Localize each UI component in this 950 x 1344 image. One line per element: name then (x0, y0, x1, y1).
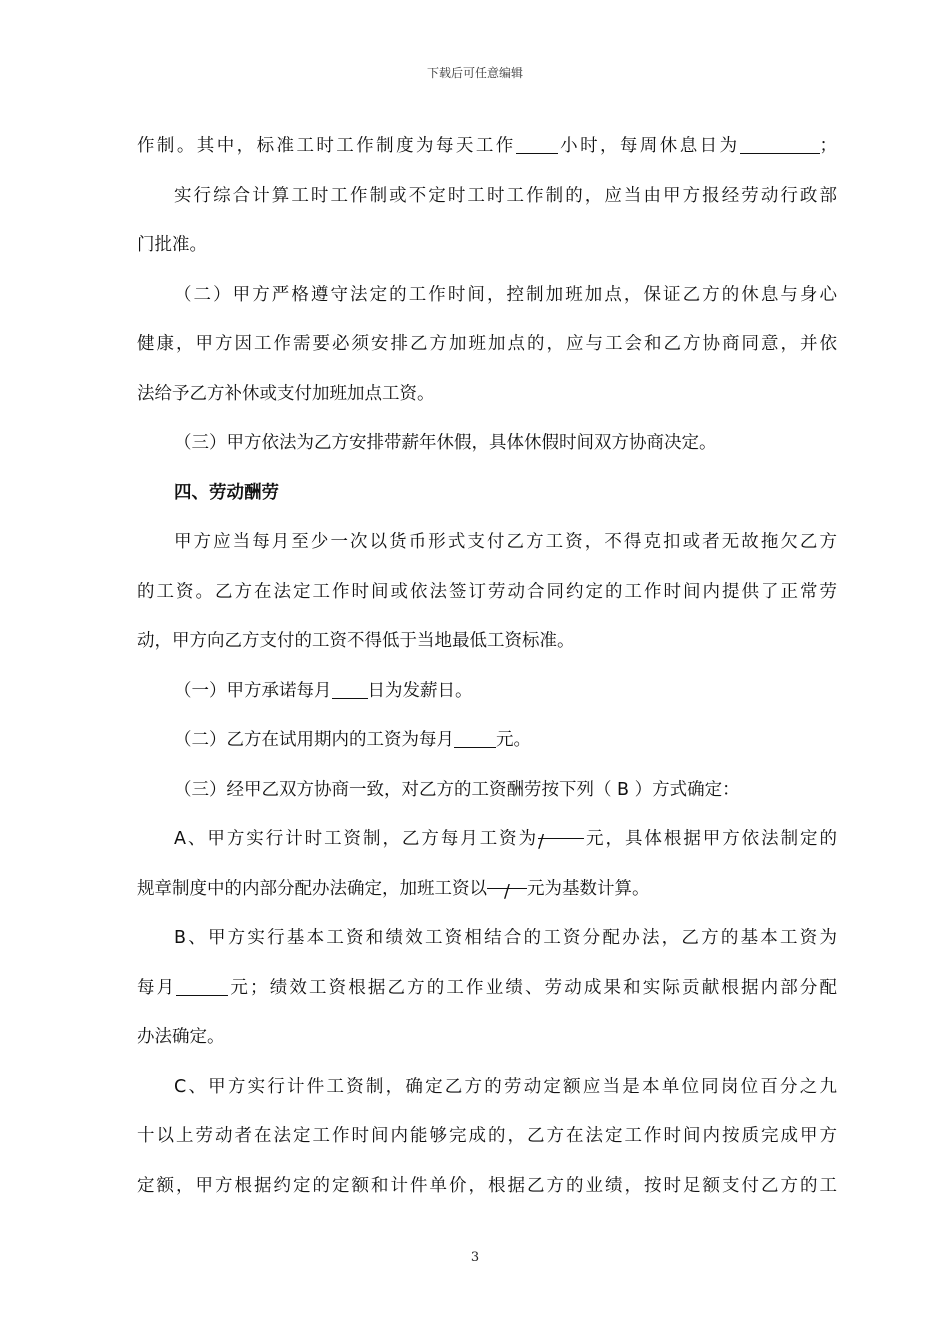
paragraph-line (137, 716, 837, 766)
paragraph-line: （二）甲方严格遵守法定的工作时间，控制加班加点，保证乙方的休息与身心 (174, 284, 837, 305)
blank-monthly-wage (538, 818, 584, 839)
page-header: 下载后可任意编辑 (426, 66, 523, 80)
line-text: 小时，每周休息日为 (557, 136, 740, 156)
blank-weekly-rest-day (740, 133, 820, 154)
document-body (137, 122, 837, 1211)
paragraph-line: 门批准。 (137, 235, 207, 255)
paragraph-line: 实行综合计算工时工作制或不定时工时工作制的，应当由甲方报经劳动行政部 (174, 185, 837, 206)
line-text: 规章制度中的内部分配办法确定，加班工资以 (137, 878, 487, 899)
line-text: （一）甲方承诺每月 (174, 680, 332, 701)
blank-probation-wage (454, 727, 496, 748)
paragraph-line: 甲方应当每月至少一次以货币形式支付乙方工资，不得克扣或者无故拖欠乙方 (174, 532, 837, 552)
blank-base-wage (176, 975, 228, 996)
line-text: 每月 (137, 977, 177, 998)
section-heading: 四、劳动酬劳 (174, 482, 279, 503)
line-text: ； (819, 136, 838, 156)
line-text: 作制。其中，标准工时工作制度为每天工作 (137, 136, 516, 156)
paragraph-line (137, 122, 837, 172)
line-text: 元为基数计算。 (527, 878, 650, 899)
line-text: 元。 (496, 730, 531, 750)
paragraph-line (137, 964, 837, 1014)
line-text: 日为发薪日。 (367, 680, 473, 701)
paragraph-line: C、甲方实行计件工资制，确定乙方的劳动定额应当是本单位同岗位百分之九 (174, 1076, 837, 1097)
line-text: （二）乙方在试用期内的工资为每月 (174, 730, 454, 750)
paragraph-line: 动，甲方向乙方支付的工资不得低于当地最低工资标准。 (137, 631, 575, 651)
paragraph-line (137, 815, 837, 865)
paragraph-line: 办法确定。 (137, 1027, 225, 1047)
paragraph-line: 的工资。乙方在法定工作时间或依法签订劳动合同约定的工作时间内提供了正常劳 (137, 581, 837, 602)
paragraph-line: 健康，甲方因工作需要必须安排乙方加班加点的，应与工会和乙方协商同意，并依 (137, 334, 837, 354)
paragraph-line (137, 865, 837, 915)
page-number: 3 (470, 1250, 480, 1265)
blank-daily-hours (516, 133, 558, 154)
paragraph-line: 十以上劳动者在法定工作时间内能够完成的，乙方在法定工作时间内按质完成甲方 (137, 1126, 837, 1146)
paragraph-line: （三）经甲乙双方协商一致，对乙方的工资酬劳按下列（ B ）方式确定： (174, 779, 740, 800)
paragraph-line: 定额，甲方根据约定的定额和计件单价，根据乙方的业绩，按时足额支付乙方的工 (137, 1175, 837, 1196)
line-text: A、甲方实行计时工资制，乙方每月工资为 (174, 829, 539, 849)
blank-payday (332, 678, 368, 699)
blank-overtime-base (487, 868, 527, 889)
paragraph-line: 法给予乙方补休或支付加班加点工资。 (137, 383, 435, 404)
line-text: 元；绩效工资根据乙方的工作业绩、劳动成果和实际贡献根据内部分配 (228, 977, 838, 998)
paragraph-line: B、甲方实行基本工资和绩效工资相结合的工资分配办法，乙方的基本工资为 (174, 928, 837, 948)
paragraph-line (137, 667, 837, 717)
line-text: 元，具体根据甲方依法制定的 (584, 829, 837, 849)
paragraph-line: （三）甲方依法为乙方安排带薪年休假，具体休假时间双方协商决定。 (174, 433, 717, 453)
